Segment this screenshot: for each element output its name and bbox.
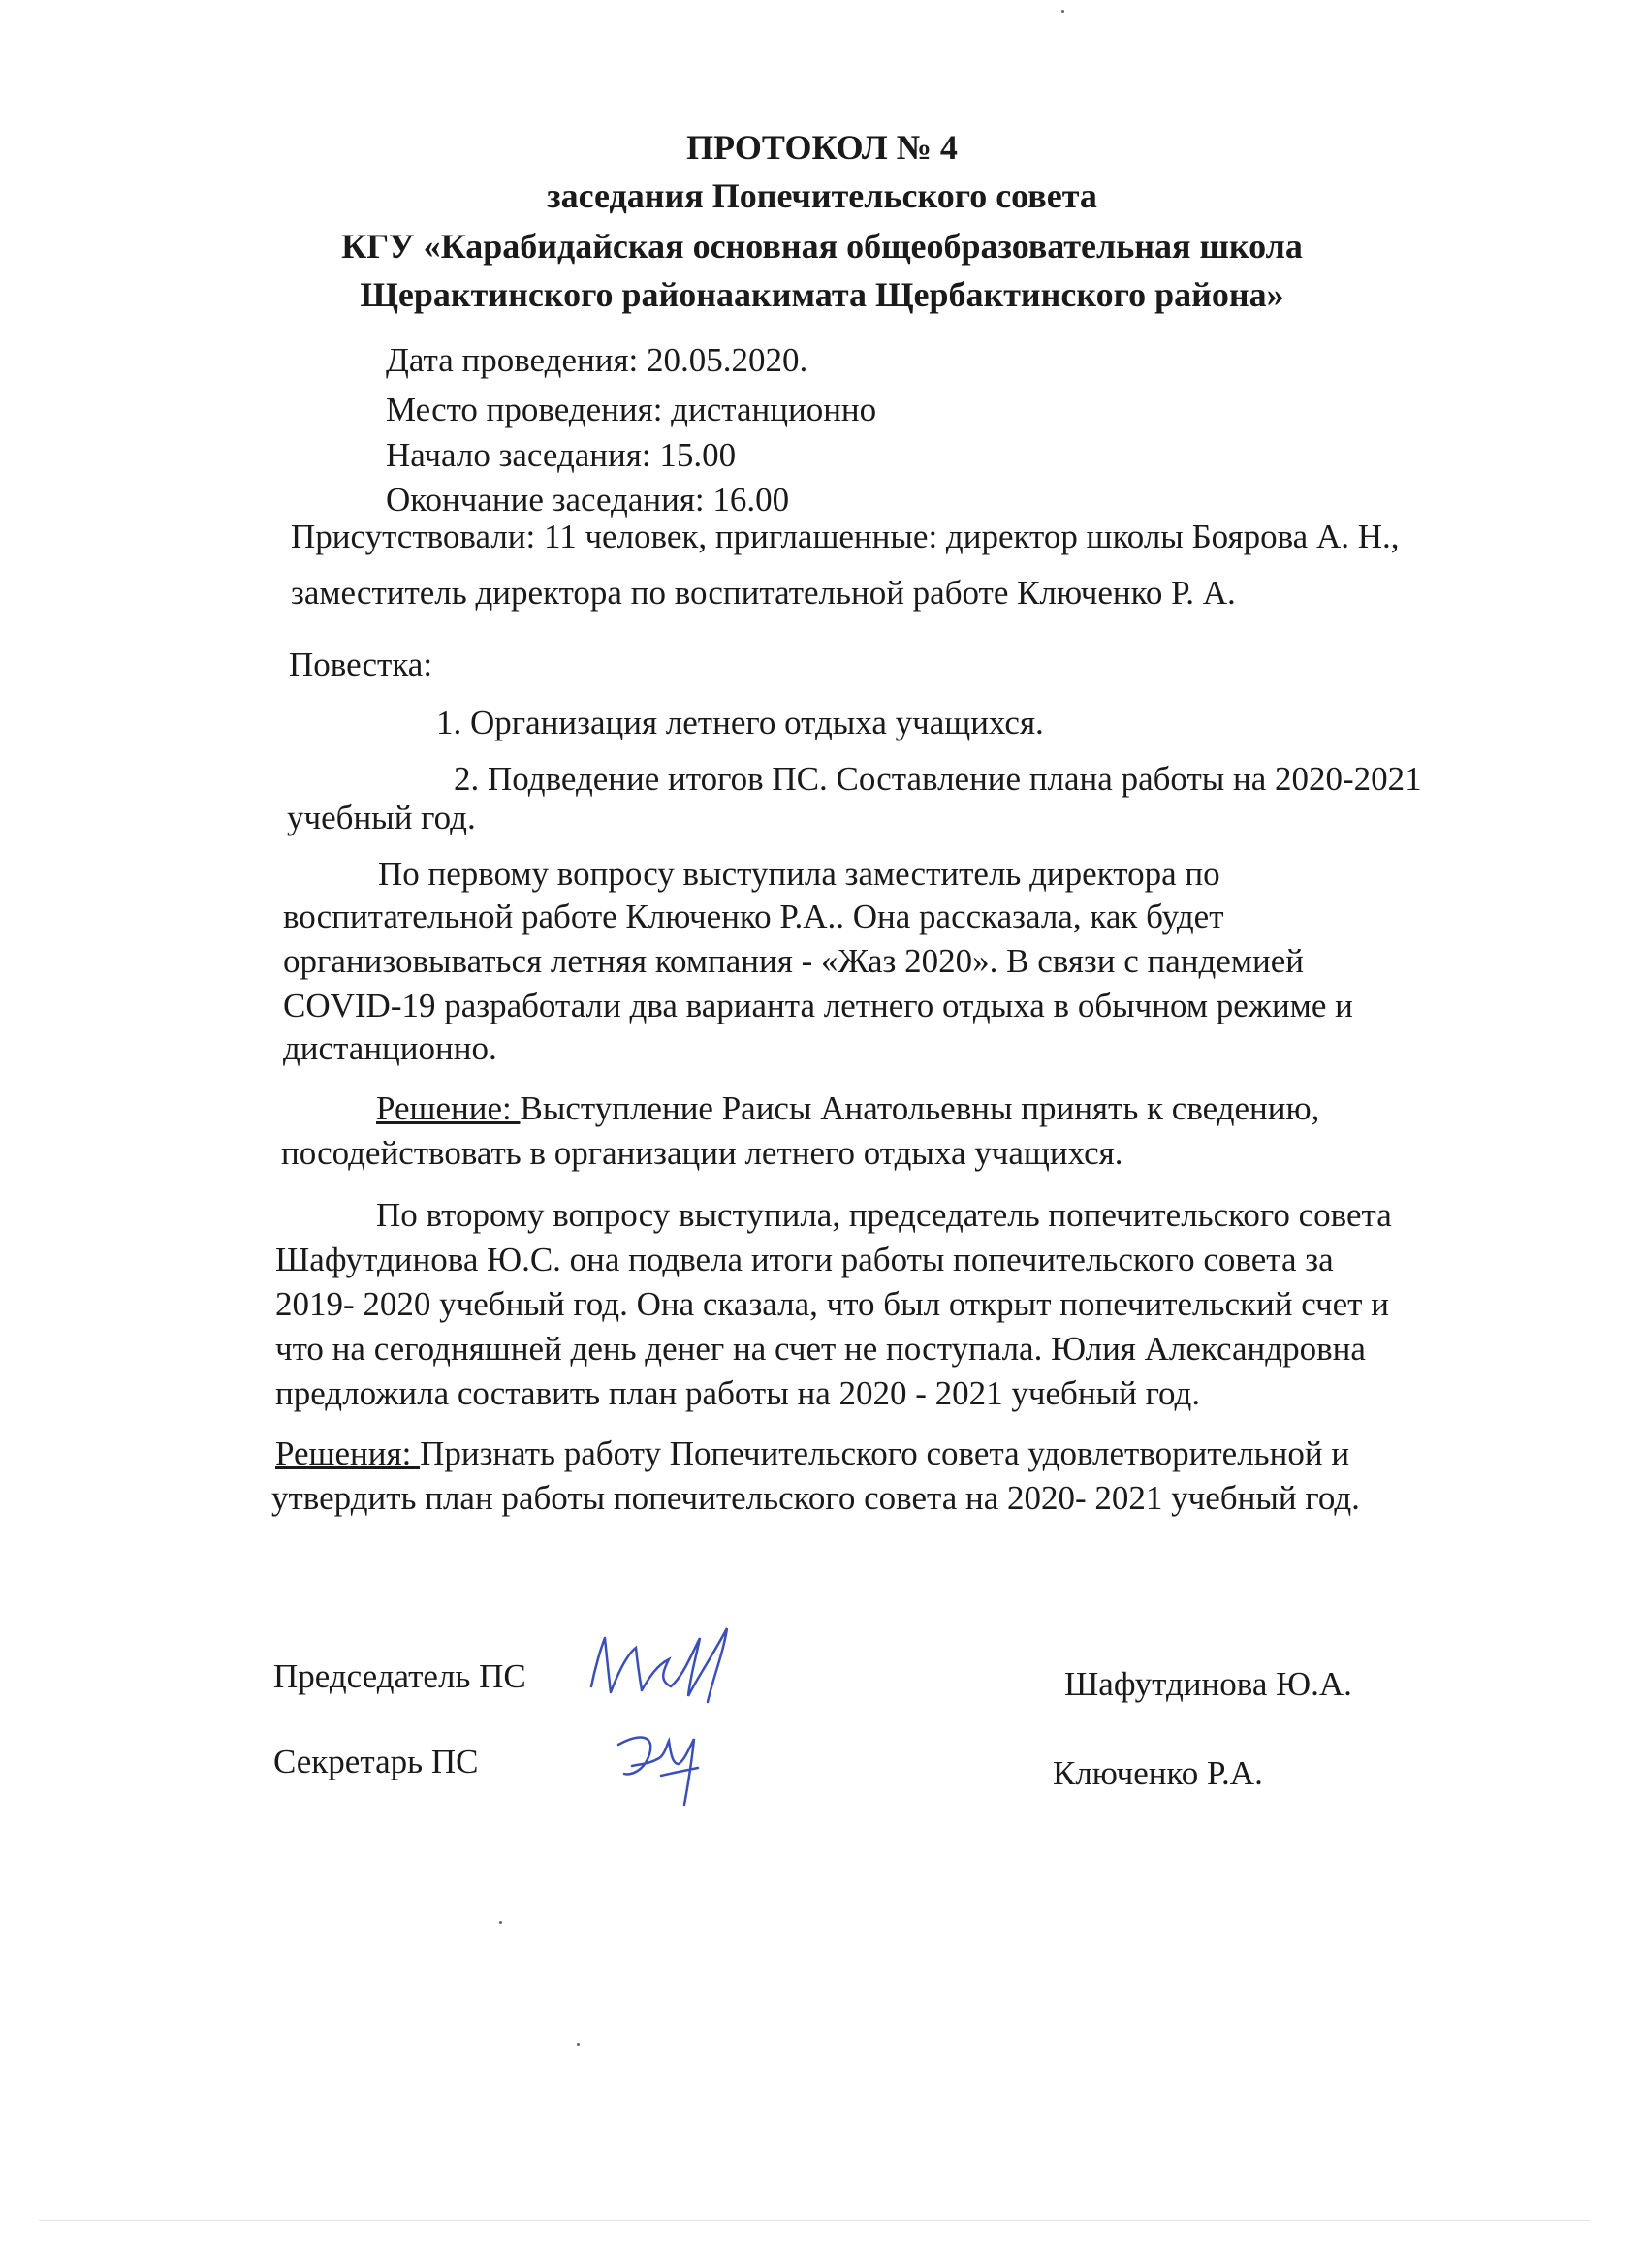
meeting-place: Место проведения: дистанционно [386, 391, 877, 428]
decision-1-line-1 [376, 1087, 1319, 1130]
question-2-line-3: 2019- 2020 учебный год. Она сказала, что был открыт попечительский счет и [275, 1285, 1389, 1323]
meeting-end: Окончание заседания: 16.00 [386, 481, 790, 519]
question-1-line-4: COVID-19 разработали два варианта летнего отдыха в обычном режиме и [283, 987, 1353, 1024]
secretary-role: Секретарь ПС [273, 1743, 479, 1780]
protocol-title: ПРОТОКОЛ № 4 [686, 128, 958, 167]
meeting-date: Дата проведения: 20.05.2020. [386, 341, 808, 379]
decision-1-label: Решение: [376, 1089, 521, 1127]
scan-edge-line [39, 2220, 1590, 2221]
question-2-line-1: По второму вопросу выступила, председатель попечительского совета [376, 1196, 1392, 1234]
organization-line-2: Щерактинского районаакимата Щербактинского района» [360, 275, 1284, 314]
decision-1-text: Выступление Раисы Анатольевны принять к сведению, [520, 1089, 1320, 1127]
chair-signature [582, 1609, 756, 1725]
scan-speck [499, 1921, 502, 1924]
decision-1-line-2: посодействовать в организации летнего отдыха учащихся. [281, 1134, 1123, 1172]
decision-2-text: Признать работу Попечительского совета удовлетворительной и [420, 1434, 1350, 1472]
agenda-item-1: 1. Организация летнего отдыха учащихся. [436, 704, 1044, 741]
question-2-line-2: Шафутдинова Ю.С. она подвела итоги работы попечительского совета за [275, 1241, 1334, 1278]
scan-speck [577, 2043, 580, 2046]
scan-speck [1061, 10, 1064, 13]
question-2-line-5: предложила составить план работы на 2020 - 2021 учебный год. [275, 1374, 1201, 1412]
protocol-subtitle: заседания Попечительского совета [547, 176, 1097, 215]
question-1-line-2: воспитательной работе Ключенко Р.А.. Она рассказала, как будет [283, 898, 1224, 935]
attendance-line-1: Присутствовали: 11 человек, приглашенные: директор школы Боярова А. Н., [291, 518, 1400, 555]
question-1-line-3: организовываться летняя компания - «Жаз 2020». В связи с пандемией [283, 942, 1304, 980]
meeting-start: Начало заседания: 15.00 [386, 436, 737, 474]
agenda-item-2-line-1: 2. Подведение итогов ПС. Составление плана работы на 2020-2021 [454, 760, 1422, 798]
secretary-name: Ключенко Р.А. [1053, 1754, 1263, 1792]
attendance-line-2: заместитель директора по воспитательной работе Ключенко Р. А. [291, 574, 1236, 612]
agenda-item-2-line-2: учебный год. [287, 799, 476, 836]
secretary-signature [611, 1716, 717, 1822]
decision-2-label: Решения: [275, 1434, 421, 1472]
decision-2-line-2: утвердить план работы попечительского совета на 2020- 2021 учебный год. [271, 1479, 1360, 1517]
decision-2-line-1 [275, 1433, 1349, 1475]
question-1-line-5: дистанционно. [283, 1029, 497, 1067]
question-2-line-4: что на сегодняшней день денег на счет не поступала. Юлия Александровна [275, 1330, 1366, 1368]
agenda-label: Повестка: [289, 646, 433, 683]
chair-name: Шафутдинова Ю.А. [1064, 1665, 1352, 1703]
organization-line-1: КГУ «Карабидайская основная общеобразовательная школа [341, 227, 1303, 266]
question-1-line-1: По первому вопросу выступила заместитель директора по [378, 855, 1220, 893]
chair-role: Председатель ПС [273, 1657, 526, 1695]
